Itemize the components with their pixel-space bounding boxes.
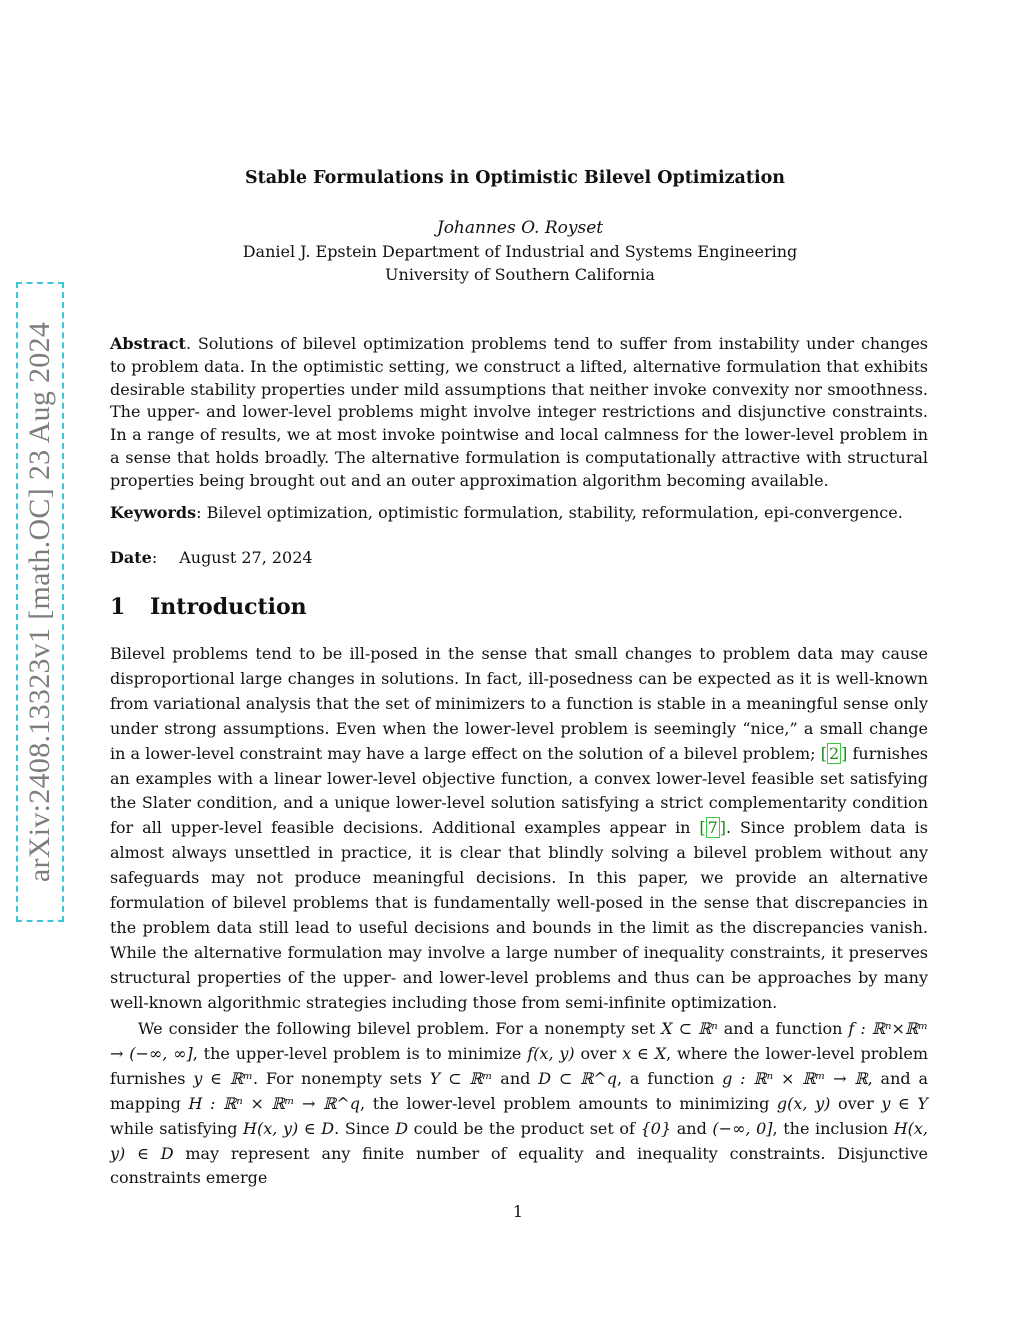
math-expression: H(x, y) ∈ D xyxy=(110,1118,928,1163)
math-expression: D xyxy=(395,1118,409,1138)
math-expression: (−∞, 0] xyxy=(712,1118,773,1138)
paragraph-text: , a function xyxy=(617,1068,723,1088)
keywords xyxy=(110,502,928,525)
arxiv-identifier-text: arXiv:2408.13323v1 [math.OC] 23 Aug 2024 xyxy=(23,321,56,883)
math-expression: x ∈ X xyxy=(622,1043,667,1063)
keywords-text: : Bilevel optimization, optimistic formulation, stability, reformulation, epi-convergence. xyxy=(196,503,903,522)
paragraph-text: and xyxy=(671,1118,713,1138)
paragraph-text: . For nonempty sets xyxy=(252,1068,430,1088)
paragraph-text: over xyxy=(574,1043,623,1063)
paragraph-text: . Since xyxy=(334,1118,396,1138)
paragraph-text: and a function xyxy=(717,1019,849,1038)
abstract-label: Abstract xyxy=(110,334,186,353)
intro-paragraph-1 xyxy=(110,642,928,1016)
math-expression: X ⊂ ℝⁿ xyxy=(661,1019,718,1038)
math-expression: H(x, y) ∈ D xyxy=(243,1118,335,1138)
section-heading xyxy=(110,594,307,620)
date-colon: : xyxy=(151,548,158,567)
math-expression: g : ℝⁿ × ℝᵐ → ℝ xyxy=(722,1068,868,1088)
citation-link[interactable]: [ 2 ] xyxy=(820,743,848,763)
section-title: Introduction xyxy=(150,594,307,620)
paragraph-text: over xyxy=(830,1093,882,1113)
citation-number: 7 xyxy=(707,818,718,838)
paragraph-text: , and a mapping xyxy=(110,1068,929,1113)
affiliation-university: University of Southern California xyxy=(385,265,655,284)
date-value: August 27, 2024 xyxy=(179,548,313,567)
paragraph-text: could be the product set of xyxy=(408,1118,641,1138)
paragraph-text: Bilevel problems tend to be ill-posed in the sense that small changes to problem data may cause disproportional large changes in solutions. In fact, ill-posedness can be expected as it is well-known from variational analysis that the set of minimizers to a function is stable in a meaningful sense only under strong assumptions. Even when the lower-level problem is seemingly “nice,” a small change in a lower-level constraint may have a large effect on the solution of a bilevel problem; xyxy=(110,644,928,763)
math-expression: {0} xyxy=(640,1118,672,1138)
section-number: 1 xyxy=(110,594,126,620)
math-expression: f(x, y) xyxy=(527,1043,575,1063)
paragraph-text: We consider the following bilevel problem. For a nonempty set xyxy=(138,1019,662,1038)
paragraph-text: furnishes an examples with a linear lower-level objective function, a convex lower-level feasible set satisfying the Slater condition, and a unique lower-level solution satisfying a strict complementarity condition for all upper-level feasible decisions. Additional examples appear in xyxy=(110,743,929,838)
paragraph-text: . Since problem data is almost always unsettled in practice, it is clear that blindly solving a bilevel problem without any safeguards may not produce meaningful decisions. In this paper, we provide an alternative formulation of bilevel problems that is fundamentally well-posed in the sense that discrepancies in the problem data still lead to useful decisions and bounds in the limit as the discrepancies vanish. While the alternative formulation may involve a large number of inequality constraints, it preserves structural properties of the upper- and lower-level problems and thus can be approaches by many well-known algorithmic strategies including those from semi-infinite optimization. xyxy=(110,818,929,1012)
math-expression: g(x, y) xyxy=(776,1093,831,1113)
abstract xyxy=(110,333,928,493)
paragraph-text: may represent any finite number of equality and inequality constraints. Disjunctive constraints emerge xyxy=(110,1143,929,1188)
affiliation-department: Daniel J. Epstein Department of Industrial and Systems Engineering xyxy=(242,242,798,261)
author-name: Johannes O. Royset xyxy=(436,218,604,238)
math-expression: Y ⊂ ℝᵐ xyxy=(429,1068,493,1088)
math-expression: H : ℝⁿ × ℝᵐ → ℝ^q xyxy=(188,1093,361,1113)
paragraph-text: , where the lower-level problem furnishes xyxy=(110,1043,929,1088)
abstract-text: . Solutions of bilevel optimization problems tend to suffer from instability under changes to problem data. In the optimistic setting, we construct a lifted, alternative formulation that exhibits desirable stability properties under mild assumptions that neither invoke convexity nor smoothness. The upper- and lower-level problems might involve integer restrictions and disjunctive constraints. In a range of results, we at most invoke pointwise and local calmness for the lower-level problem in a sense that holds broadly. The alternative formulation is computationally attractive with structural properties being brought out and an outer approximation algorithm becoming available. xyxy=(110,334,928,490)
citation-link[interactable]: [ 7 ] xyxy=(699,818,727,838)
paper-title: Stable Formulations in Optimistic Bilevel Optimization xyxy=(244,168,786,188)
math-expression: D ⊂ ℝ^q xyxy=(538,1068,618,1088)
math-expression: f : ℝⁿ×ℝᵐ → (−∞, ∞] xyxy=(110,1019,929,1063)
intro-paragraph-2 xyxy=(110,1017,928,1191)
page-number: 1 xyxy=(512,1202,524,1221)
arxiv-identifier-stamp xyxy=(16,282,64,922)
date-label: Date xyxy=(110,548,152,567)
paragraph-text: while satisfying xyxy=(110,1118,244,1138)
math-expression: y ∈ Y xyxy=(881,1093,928,1113)
paragraph-text: , the lower-level problem amounts to minimizing xyxy=(360,1093,777,1113)
citation-number: 2 xyxy=(828,743,840,763)
math-expression: y ∈ ℝᵐ xyxy=(193,1068,253,1088)
paragraph-text: , the upper-level problem is to minimize xyxy=(192,1043,528,1063)
paragraph-text: and xyxy=(492,1068,539,1088)
paragraph-text: , the inclusion xyxy=(772,1118,894,1138)
keywords-label: Keywords xyxy=(110,503,197,522)
date-line xyxy=(110,547,928,570)
